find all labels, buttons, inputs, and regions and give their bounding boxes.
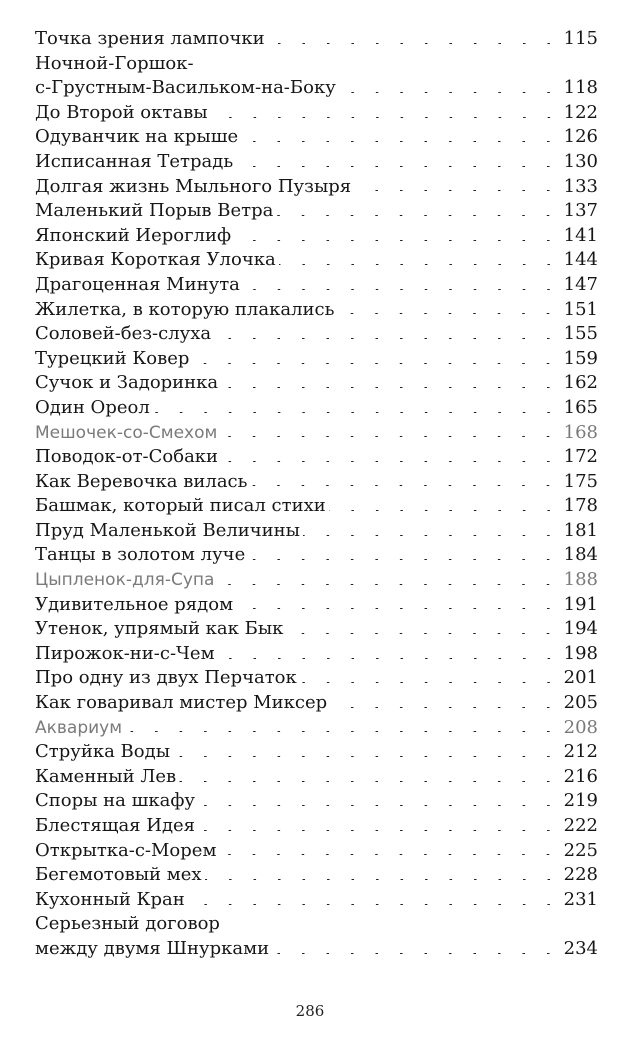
toc-entry[interactable] <box>35 371 598 396</box>
dot-leader <box>211 117 561 118</box>
toc-entry-page: 151 <box>563 298 598 320</box>
dot-leader <box>248 559 560 560</box>
toc-entry-title: Удивительное рядом <box>35 593 234 615</box>
toc-entry-title: между двумя Шнурками <box>35 937 270 959</box>
toc-entry-page: 141 <box>563 224 598 246</box>
toc-entry[interactable] <box>35 199 598 224</box>
toc-entry-title: Драгоценная Минута <box>35 273 240 295</box>
dot-leader <box>205 879 561 880</box>
dot-leader <box>276 215 560 216</box>
toc-entry[interactable] <box>35 125 598 150</box>
toc-entry[interactable] <box>35 543 598 568</box>
dot-leader <box>220 436 560 437</box>
toc-entry-page: 225 <box>563 839 598 861</box>
toc-entry-title: Точка зрения лампочки <box>35 28 265 49</box>
toc-entry[interactable] <box>35 175 598 200</box>
toc-entry-page: 122 <box>563 101 598 123</box>
dot-leader <box>173 756 561 757</box>
toc-entry[interactable] <box>35 937 598 962</box>
toc-entry[interactable] <box>35 445 598 470</box>
dot-leader <box>354 190 560 191</box>
toc-entry-page: 118 <box>563 77 598 99</box>
toc-entry-title: Мешочек-со-Смехом <box>35 422 218 443</box>
table-of-contents <box>35 27 598 962</box>
toc-entry-title: Долгая жизнь Мыльного Пузыря <box>35 175 352 197</box>
toc-entry-title: Пирожок-ни-с-Чем <box>35 642 215 664</box>
toc-entry-page: 234 <box>563 937 598 959</box>
toc-entry-title: Открытка-с-Морем <box>35 839 217 861</box>
toc-entry[interactable] <box>35 789 598 814</box>
dot-leader <box>300 682 561 683</box>
toc-entry-title: с-Грустным-Васильком-на-Боку <box>35 77 336 99</box>
dot-leader <box>192 363 560 364</box>
toc-entry-title: Исписанная Тетрадь <box>35 150 234 172</box>
toc-entry-page: 115 <box>563 28 598 49</box>
dot-leader <box>214 338 561 339</box>
dot-leader <box>234 240 561 241</box>
dot-leader <box>221 387 560 388</box>
toc-entry[interactable] <box>35 494 598 519</box>
toc-entry-page: 147 <box>563 273 598 295</box>
toc-entry[interactable] <box>35 150 598 175</box>
toc-entry-page: 178 <box>563 495 598 517</box>
toc-entry-page: 198 <box>563 642 598 664</box>
toc-entry[interactable] <box>35 273 598 298</box>
toc-entry-page: 159 <box>563 347 598 369</box>
toc-entry[interactable] <box>35 863 598 888</box>
dot-leader <box>272 953 561 954</box>
toc-entry-title-line: Ночной-Горшок- <box>35 52 194 74</box>
toc-entry-page: 228 <box>563 864 598 886</box>
toc-entry[interactable] <box>35 101 598 126</box>
toc-entry[interactable] <box>35 298 598 323</box>
toc-entry-page: 184 <box>563 544 598 566</box>
toc-entry-title: Одуванчик на крыше <box>35 126 239 148</box>
dot-leader <box>198 805 561 806</box>
dot-leader <box>188 904 561 905</box>
toc-entry-page: 137 <box>563 200 598 222</box>
dot-leader <box>219 854 560 855</box>
toc-entry-title: Споры на шкафу <box>35 790 196 812</box>
dot-leader <box>218 658 561 659</box>
toc-entry-page: 181 <box>563 519 598 541</box>
toc-entry-title: Каменный Лев <box>35 765 177 787</box>
toc-entry-page: 130 <box>563 150 598 172</box>
toc-entry-page: 222 <box>563 815 598 836</box>
toc-entry[interactable] <box>35 76 598 101</box>
toc-entry[interactable] <box>35 347 598 372</box>
toc-entry-title: Турецкий Ковер <box>35 347 190 369</box>
toc-entry-page: 144 <box>563 249 598 271</box>
dot-leader <box>268 43 561 44</box>
toc-entry[interactable] <box>35 814 598 839</box>
toc-entry-page: 205 <box>563 692 598 714</box>
toc-entry-page: 212 <box>563 741 598 763</box>
toc-entry-title: Кривая Короткая Улочка <box>35 249 276 271</box>
toc-entry[interactable] <box>35 839 598 864</box>
toc-entry[interactable] <box>35 666 598 691</box>
toc-entry[interactable] <box>35 642 598 667</box>
dot-leader <box>243 289 561 290</box>
toc-entry[interactable] <box>35 593 598 618</box>
toc-entry-title: Сучок и Задоринка <box>35 372 219 394</box>
toc-entry-title: Соловей-без-слуха <box>35 323 212 345</box>
toc-entry-title: Цыпленок-для-Супа <box>35 570 215 591</box>
toc-entry-title: Бегемотовый мех <box>35 864 202 886</box>
dot-leader <box>330 707 560 708</box>
page-number: 286 <box>295 1002 325 1020</box>
toc-entry-title: Как говаривал мистер Миксер <box>35 692 328 714</box>
toc-entry-page: 126 <box>563 126 598 148</box>
toc-entry-page: 162 <box>563 372 598 394</box>
toc-entry-title: Танцы в золотом луче <box>35 544 246 566</box>
toc-entry-title: Блестящая Идея <box>35 815 196 836</box>
toc-entry-title: Поводок-от-Собаки <box>35 446 219 468</box>
toc-entry[interactable] <box>35 691 598 716</box>
toc-entry[interactable] <box>35 421 598 446</box>
toc-entry[interactable] <box>35 248 598 273</box>
dot-leader <box>236 166 561 167</box>
toc-entry-page: 231 <box>563 888 598 910</box>
toc-entry-page: 175 <box>563 470 598 492</box>
toc-entry-page: 133 <box>563 175 598 197</box>
dot-leader <box>217 584 560 585</box>
dot-leader <box>125 731 561 732</box>
toc-entry[interactable] <box>35 617 598 642</box>
toc-entry-page: 194 <box>563 618 598 640</box>
toc-entry[interactable] <box>35 27 598 52</box>
dot-leader <box>241 141 561 142</box>
toc-entry-title: Башмак, который писал стихи <box>35 495 326 517</box>
toc-entry[interactable] <box>35 470 598 495</box>
toc-entry-page: 168 <box>563 421 598 443</box>
toc-entry[interactable] <box>35 765 598 790</box>
toc-entry[interactable] <box>35 568 598 593</box>
toc-entry-page: 216 <box>563 765 598 787</box>
toc-entry-title: Жилетка, в которую плакались <box>35 298 335 320</box>
dot-leader <box>286 633 560 634</box>
toc-entry-title: Кухонный Кран <box>35 888 185 910</box>
dot-leader <box>198 830 561 831</box>
dot-leader <box>153 412 561 413</box>
toc-entry-title: Как Веревочка вилась <box>35 470 248 492</box>
toc-entry-title: Про одну из двух Перчаток <box>35 667 297 689</box>
dot-leader <box>303 535 561 536</box>
toc-entry[interactable] <box>35 716 598 741</box>
dot-leader <box>221 461 561 462</box>
dot-leader <box>179 781 560 782</box>
toc-entry-title-line: Серьезный договор <box>35 913 220 935</box>
toc-entry-page: 201 <box>563 667 598 689</box>
toc-entry[interactable] <box>35 322 598 347</box>
toc-entry-title: Аквариум <box>35 717 123 738</box>
toc-entry-title: Один Ореол <box>35 396 150 418</box>
toc-entry-title: Пруд Маленькой Величины <box>35 519 300 541</box>
toc-entry[interactable] <box>35 396 598 421</box>
dot-leader <box>279 264 561 265</box>
dot-leader <box>250 485 560 486</box>
dot-leader <box>329 510 561 511</box>
toc-entry-page: 172 <box>563 446 598 468</box>
toc-entry-page: 219 <box>563 790 598 812</box>
toc-entry-title: Японский Иероглиф <box>35 224 232 246</box>
toc-entry-page: 188 <box>563 569 598 591</box>
toc-entry-page: 191 <box>563 593 598 615</box>
dot-leader <box>339 92 561 93</box>
toc-entry[interactable] <box>35 740 598 765</box>
toc-entry-title: До Второй октавы <box>35 101 208 123</box>
toc-entry-page: 165 <box>563 396 598 418</box>
toc-entry-title: Струйка Воды <box>35 741 171 763</box>
dot-leader <box>236 608 561 609</box>
toc-entry[interactable] <box>35 519 598 544</box>
toc-entry-page: 208 <box>563 716 598 738</box>
toc-entry-title: Утенок, упрямый как Бык <box>35 618 284 640</box>
toc-entry-page: 155 <box>563 323 598 345</box>
dot-leader <box>337 313 560 314</box>
toc-entry-title: Маленький Порыв Ветра <box>35 200 274 222</box>
toc-entry[interactable] <box>35 888 598 913</box>
toc-entry[interactable] <box>35 224 598 249</box>
